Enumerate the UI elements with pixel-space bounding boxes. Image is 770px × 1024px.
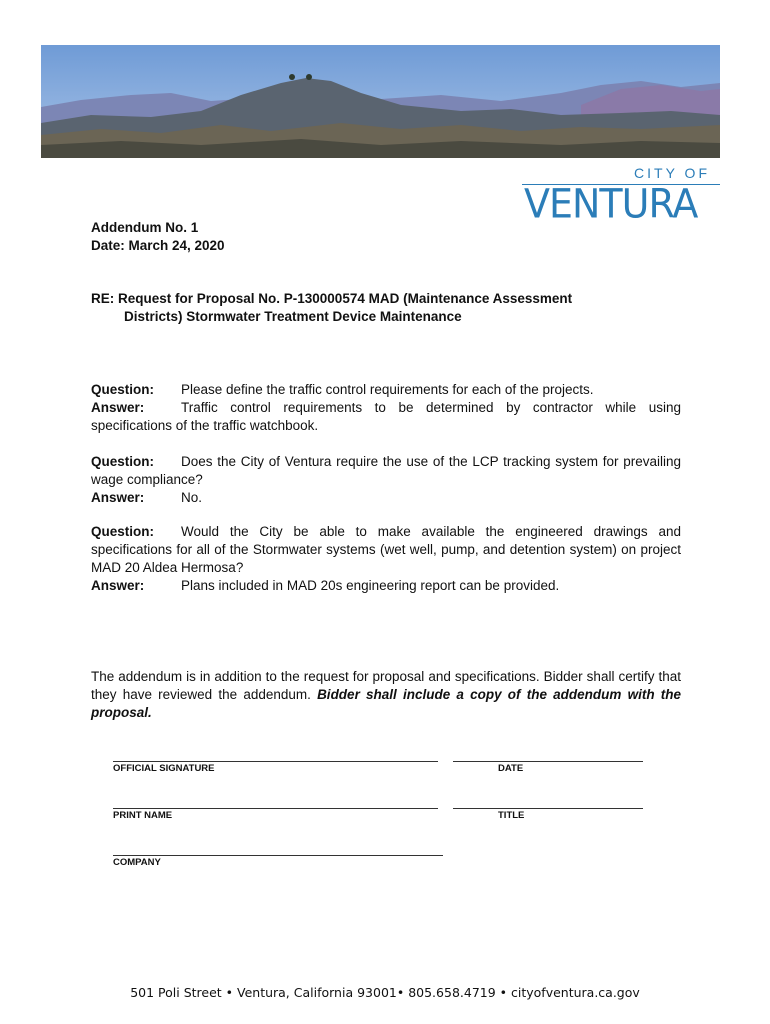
print-name-label: PRINT NAME [113,810,173,821]
addendum-date: Date: March 24, 2020 [91,238,225,253]
closing-paragraph [91,668,681,722]
answer-text: No. [181,490,203,505]
closing-emphasis: Bidder shall include a copy of the addendum with the proposal. [91,687,681,720]
addendum-number: Addendum No. 1 [91,220,199,235]
answer-label: Answer: [91,578,145,593]
logo-ventura: VENTURA [524,180,698,228]
question-label: Question: [91,524,154,539]
city-of-ventura-logo [522,165,722,227]
question-label: Question: [91,382,154,397]
title-line [453,808,643,809]
question-text: Please define the traffic control requirements for each of the projects. [181,382,594,397]
qa-item [91,453,681,507]
answer-text: Traffic control requirements to be determined by contractor while using specifications of the traffic watchbook. [91,400,681,433]
company-line [113,855,443,856]
qa-item [91,523,681,595]
official-signature-line [113,761,438,762]
print-name-line [113,808,438,809]
question-text: Does the City of Ventura require the use of the LCP tracking system for prevailing wage compliance? [91,454,681,487]
closing-text: The addendum is in addition to the request for proposal and specifications. Bidder shall certify that they have reviewed the addendum. [91,669,681,702]
date-label: DATE [498,763,524,774]
title-label: TITLE [498,810,525,821]
question-text: Would the City be able to make available the engineered drawings and specifications for all of the Stormwater systems (wet well, pump, and detention system) on project MAD 20 Aldea Hermosa? [91,524,681,575]
question-label: Question: [91,454,154,469]
answer-label: Answer: [91,400,145,415]
qa-item [91,381,681,435]
date-line [453,761,643,762]
answer-text: Plans included in MAD 20s engineering report can be provided. [181,578,560,593]
logo-city-of: CITY OF [634,165,710,181]
official-signature-label: OFFICIAL SIGNATURE [113,763,215,774]
re-line-2: Districts) Stormwater Treatment Device Maintenance [124,309,462,324]
re-line-1: RE: Request for Proposal No. P-130000574 MAD (Maintenance Assessment [91,291,573,306]
footer-address: 501 Poli Street • Ventura, California 93001• 805.658.4719 • cityofventura.ca.gov [130,985,640,1000]
answer-label: Answer: [91,490,145,505]
re-subject [91,290,651,326]
company-label: COMPANY [113,857,161,868]
header-landscape-photo [41,45,720,158]
